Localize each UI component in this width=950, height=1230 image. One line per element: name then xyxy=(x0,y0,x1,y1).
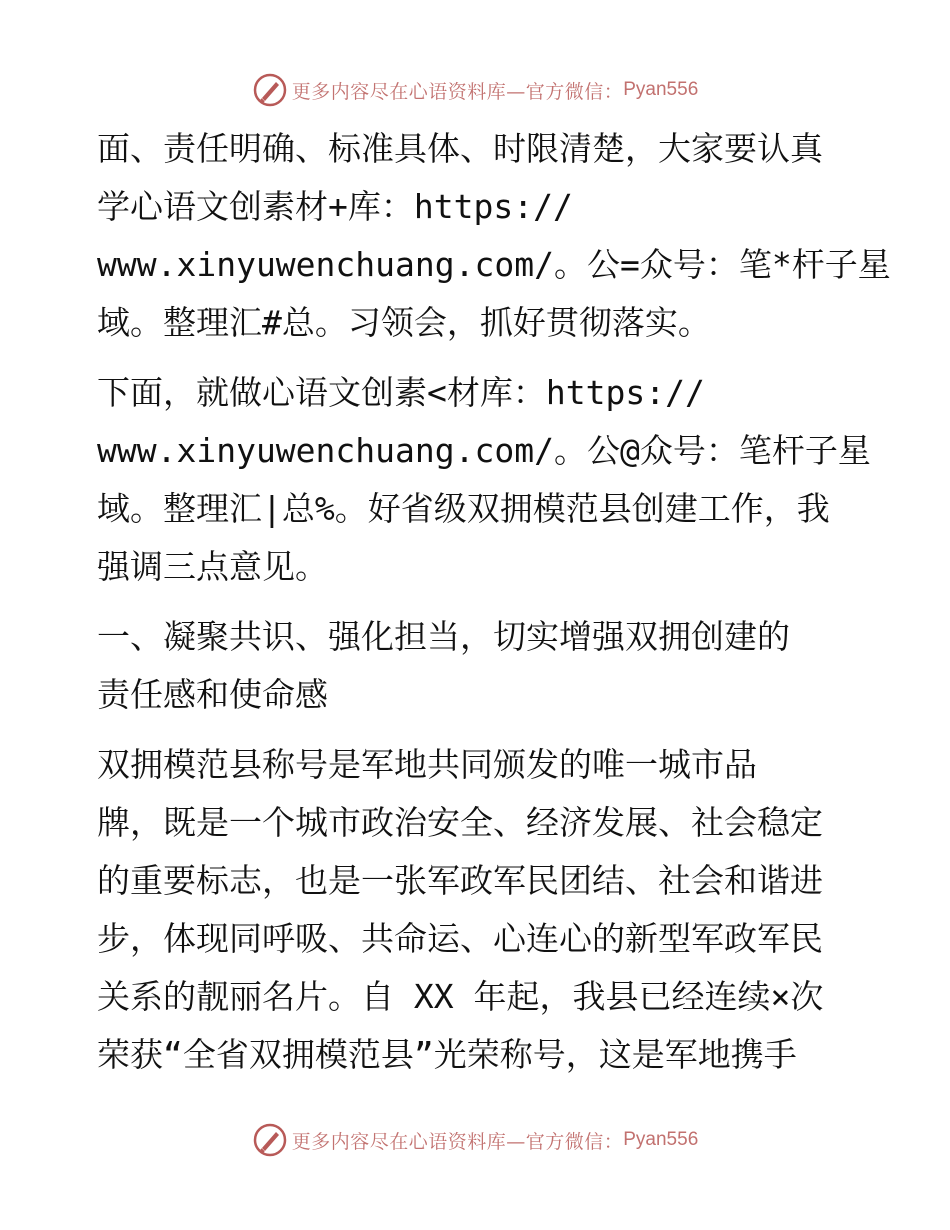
header-banner-text: 更多内容尽在心语资料库—官方微信： xyxy=(291,80,624,103)
text-line: 步，体现同呼吸、共命运、心连心的新型军政军民 xyxy=(97,919,823,958)
text-line: 关系的靓丽名片。自 XX 年起，我县已经连续×次 xyxy=(97,977,824,1016)
paragraph-2 xyxy=(97,364,871,596)
text-line: 学心语文创素材+库：https:// xyxy=(97,187,573,226)
footer-banner-id: Pyan556 xyxy=(623,1129,699,1150)
footer-banner-text: 更多内容尽在心语资料库—官方微信： xyxy=(291,1130,624,1153)
text-line: 一、凝聚共识、强化担当，切实增强双拥创建的 xyxy=(97,617,790,656)
text-line: www.xinyuwenchuang.com/。公@众号：笔杆子星 xyxy=(97,431,871,470)
quill-logo-icon xyxy=(252,1122,288,1158)
text-line: 域。整理汇|总%。好省级双拥模范县创建工作，我 xyxy=(97,489,830,528)
text-line: 责任感和使命感 xyxy=(97,675,328,714)
quill-logo-icon xyxy=(252,72,288,108)
paragraph-4 xyxy=(97,736,857,1084)
footer-banner xyxy=(0,1120,950,1160)
header-banner xyxy=(0,70,950,110)
text-line: 牌，既是一个城市政治安全、经济发展、社会稳定 xyxy=(97,803,823,842)
header-banner-id: Pyan556 xyxy=(623,79,699,100)
text-line: www.xinyuwenchuang.com/。公=众号：笔*杆子星 xyxy=(97,245,891,284)
paragraph-1 xyxy=(97,120,891,352)
text-line: 双拥模范县称号是军地共同颁发的唯一城市品 xyxy=(97,745,757,784)
text-line: 下面，就做心语文创素<材库：https:// xyxy=(97,373,705,412)
text-line: 面、责任明确、标准具体、时限清楚，大家要认真 xyxy=(97,129,823,168)
text-line: 域。整理汇#总。习领会，抓好贯彻落实。 xyxy=(97,303,711,342)
text-line: 的重要标志，也是一张军政军民团结、社会和谐进 xyxy=(97,861,823,900)
section-heading xyxy=(97,608,857,724)
text-line: 强调三点意见。 xyxy=(97,547,328,586)
document-body xyxy=(97,120,891,1084)
text-line: 荣获“全省双拥模范县”光荣称号，这是军地携手 xyxy=(97,1035,797,1074)
